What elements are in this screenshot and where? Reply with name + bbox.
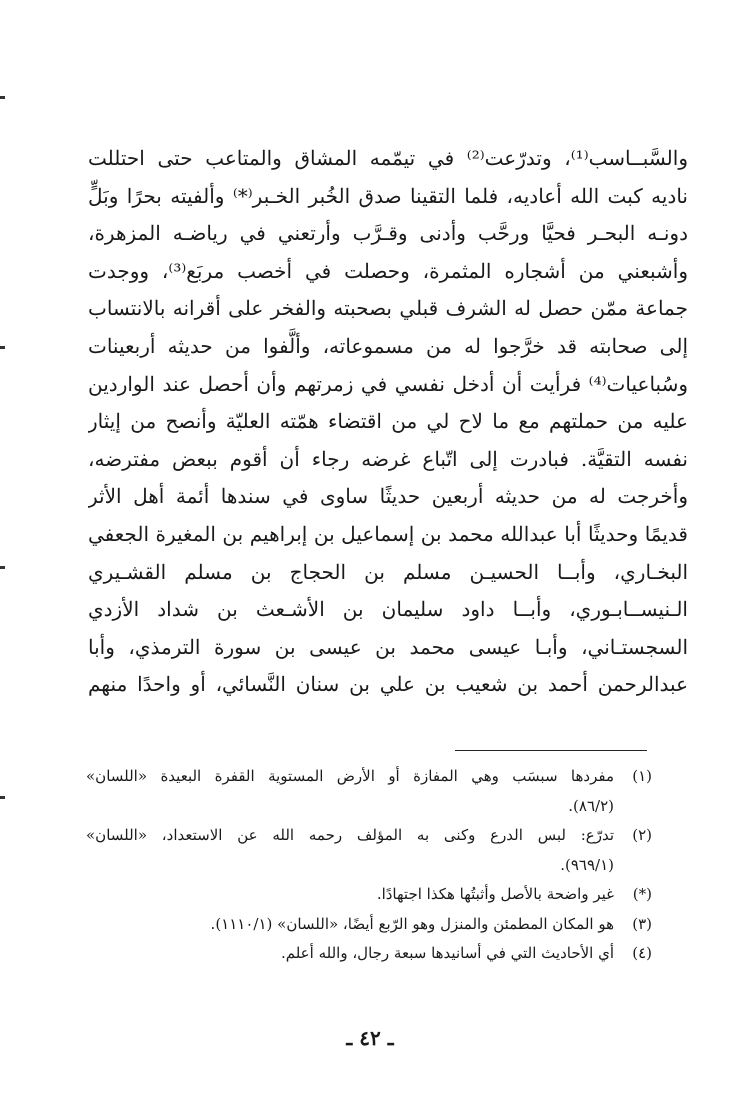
text-line: عليه من حملتهم مع ما لاح لي من اقتضاء همّته العليّة وأنصح من إيثار [88,409,688,434]
text-line: جماعة ممّن حصل له الشرف قبلي بصحبته والفخر على أقرانه بالانتساب [88,296,688,321]
footnotes [86,762,652,969]
footnote-number: (٢) [632,826,652,844]
scan-edge-mark [0,96,5,99]
footnote-3 [86,910,652,940]
text-line: الـنيســابـوري، وأبــا داود سليمان بن الأشـعث بن شداد الأزدي [88,597,688,622]
footnote-line: غير واضحة بالأصل وأثبتُها هكذا اجتهادًا. [376,885,614,903]
footnote-number: (٣) [632,914,652,933]
text-line: عبدالرحمن أحمد بن شعيب بن علي بن سنان النَّسائي، أو واحدًا منهم [88,672,688,697]
footnote-divider [455,750,647,751]
scan-edge-mark [0,796,5,799]
page-number: ـ ٤٢ ـ [346,1026,394,1050]
footnote-1 [86,762,652,821]
footnote-line: أي الأحاديث التي في أسانيدها سبعة رجال، والله أعلم. [280,944,614,962]
scan-edge-mark [0,566,5,569]
footnote-line: هو المكان المطمئن والمنزل وهو الرّبع أيضًا، «اللسان» (١١١٠/١). [210,914,614,933]
footnote-number: (٤) [632,944,652,962]
footnote-line: (٩٦٩/١). [560,855,614,874]
text-line: والسَّبــاسب⁽¹⁾، وتدرّعت⁽²⁾ في تيمّمه المشاق والمتاعب حتى احتللت [88,146,688,170]
text-line: إلى صحابته قد خرَّجوا له من مسموعاته، وألَّفوا من حديثه أربعينات [88,333,688,358]
footnote-line: (٨٦/٢). [568,796,614,815]
footnote-2 [86,821,652,880]
footnote-star [86,880,652,910]
footnote-text [86,880,614,910]
footnote-text [86,910,614,940]
footnote-4 [86,939,652,969]
main-text [88,140,688,704]
footnote-number: (*) [632,885,652,903]
text-line: نفسه التقيَّة. فبادرت إلى اتّباع غرضه رجاء أن أقوم ببعض مفترضه، [88,446,688,471]
text-line: السجستـاني، وأبـا عيسى محمد بن عيسى بن سورة الترمذي، وأبا [88,634,688,659]
footnote-line: تدرّع: لبس الدرع وكنى به المؤلف رحمه الله عن الاستعداد، «اللسان» [86,826,614,844]
footnote-number: (١) [632,767,652,785]
text-line: قديمًا وحديثًا أبا عبدالله محمد بن إسماعيل بن إبراهيم بن المغيرة الجعفي [88,521,688,546]
text-line: وأشبعني من أشجاره المثمرة، وحصلت في أخصب مربَع⁽³⁾، ووجدت [88,258,688,283]
footnote-text [86,821,614,880]
text-line: دونـه البحـر فحيَّا ورحَّب وأدنى وقـرَّب وأرتعني في رياضـه المزهرة، [88,221,688,246]
text-line: البخـاري، وأبــا الحسيـن مسلم بن الحجاج بن مسلم القشـيري [88,559,688,584]
text-line: ناديه كبت الله أعاديه، فلما التقينا صدق الخُبر الخـبر⁽*⁾ وألفيته بحرًا وبَلٍّ [88,183,688,208]
text-line: وأخرجت له من حديثه أربعين حديثًا ساوى في سندها أئمة أهل الأثر [88,484,688,509]
footnote-line: مفردها سبسَب وهي المفازة أو الأرض المستوية القفرة البعيدة «اللسان» [86,767,614,785]
footnote-text [86,762,614,821]
footnote-text [86,939,614,969]
text-line: وسُباعيات⁽⁴⁾ فرأيت أن أدخل نفسي في زمرتهم وأن أحصل عند الواردين [88,371,688,396]
scan-edge-mark [0,346,5,349]
